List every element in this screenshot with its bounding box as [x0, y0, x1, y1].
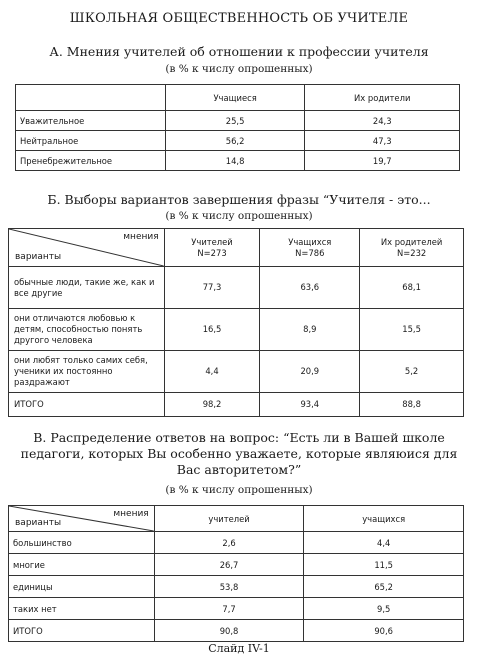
table-cell: 15,5 [360, 309, 464, 351]
corner-top-label: мнения [123, 232, 159, 242]
section-c-title-line: В. Распределение ответов на вопрос: “Есть ли в Вашей школе [33, 430, 445, 445]
section-c-subtitle: (в % к числу опрошенных) [165, 484, 313, 496]
table-a-header-row [16, 85, 460, 111]
table-c-header-row [9, 506, 464, 532]
table-cell: 4,4 [164, 351, 260, 393]
table-a [15, 84, 460, 171]
corner-top-label: мнения [113, 509, 149, 519]
header-line: N=273 [197, 247, 227, 258]
table-b-header-cell [164, 229, 260, 267]
table-cell: 19,7 [305, 151, 460, 171]
table-cell: 90,8 [154, 620, 304, 642]
table-cell: 8,9 [260, 309, 360, 351]
table-row [9, 576, 464, 598]
table-row [9, 267, 464, 309]
row-label: обычные люди, такие же, как и все другие [9, 267, 165, 309]
table-cell: 11,5 [304, 554, 464, 576]
table-row [16, 151, 460, 171]
table-b-header-cell [260, 229, 360, 267]
table-cell: 9,5 [304, 598, 464, 620]
table-cell: 53,8 [154, 576, 304, 598]
table-a-corner-cell [16, 85, 166, 111]
header-line: Учителей [191, 236, 233, 247]
section-c-title [0, 430, 478, 478]
table-cell: 63,6 [260, 267, 360, 309]
table-c-header-cell: учащихся [304, 506, 464, 532]
table-cell: 93,4 [260, 393, 360, 417]
table-cell: 56,2 [165, 131, 305, 151]
table-cell: 26,7 [154, 554, 304, 576]
table-row [9, 554, 464, 576]
table-cell: 16,5 [164, 309, 260, 351]
table-c-header-cell: учителей [154, 506, 304, 532]
total-label: ИТОГО [9, 393, 165, 417]
header-line: Их родителей [380, 236, 443, 247]
table-row [9, 351, 464, 393]
table-cell: 77,3 [164, 267, 260, 309]
table-cell: 65,2 [304, 576, 464, 598]
table-row [9, 309, 464, 351]
table-cell: 14,8 [165, 151, 305, 171]
table-cell: 20,9 [260, 351, 360, 393]
header-line: N=786 [295, 247, 325, 258]
table-cell: 88,8 [360, 393, 464, 417]
table-row [16, 131, 460, 151]
row-label: таких нет [9, 598, 155, 620]
slide-footer: Слайд IV-1 [208, 642, 270, 655]
corner-bottom-label: варианты [15, 252, 62, 262]
section-a-title: А. Мнения учителей об отношении к профессии учителя [49, 44, 429, 59]
row-label: единицы [9, 576, 155, 598]
table-cell: 5,2 [360, 351, 464, 393]
table-b-header-row [9, 229, 464, 267]
table-cell: 90,6 [304, 620, 464, 642]
page-title: ШКОЛЬНАЯ ОБЩЕСТВЕННОСТЬ ОБ УЧИТЕЛЕ [69, 11, 409, 26]
section-b-subtitle: (в % к числу опрошенных) [165, 210, 313, 222]
section-b-title: Б. Выборы вариантов завершения фразы “Учителя - это... [47, 192, 431, 207]
table-total-row [9, 393, 464, 417]
table-cell: 25,5 [165, 111, 305, 131]
section-c-title-line: педагоги, которых Вы особенно уважаете, которые являюися для [20, 446, 458, 461]
table-cell: 7,7 [154, 598, 304, 620]
table-b [8, 228, 464, 417]
table-row [16, 111, 460, 131]
row-label: многие [9, 554, 155, 576]
corner-bottom-label: варианты [15, 518, 62, 528]
row-label: Пренебрежительное [16, 151, 166, 171]
section-a-subtitle: (в % к числу опрошенных) [165, 63, 313, 75]
header-line: N=232 [396, 247, 427, 258]
header-line: Учащихся [288, 236, 332, 247]
table-cell: 2,6 [154, 532, 304, 554]
table-c-corner-cell [9, 506, 155, 532]
table-b-header-cell [360, 229, 464, 267]
table-cell: 98,2 [164, 393, 260, 417]
row-label: Нейтральное [16, 131, 166, 151]
table-row [9, 532, 464, 554]
table-cell: 47,3 [305, 131, 460, 151]
row-label: они любят только самих себя, ученики их постоянно раздражают [9, 351, 165, 393]
table-total-row [9, 620, 464, 642]
total-label: ИТОГО [9, 620, 155, 642]
row-label: они отличаются любовью к детям, способностью понять другого человека [9, 309, 165, 351]
row-label: Уважительное [16, 111, 166, 131]
table-a-header-cell: Учащиеся [165, 85, 305, 111]
table-cell: 68,1 [360, 267, 464, 309]
table-cell: 24,3 [305, 111, 460, 131]
table-c [8, 505, 464, 642]
section-c-title-line: Вас авторитетом?” [176, 462, 302, 477]
table-a-header-cell: Их родители [305, 85, 460, 111]
table-row [9, 598, 464, 620]
table-b-corner-cell [9, 229, 165, 267]
row-label: большинство [9, 532, 155, 554]
table-cell: 4,4 [304, 532, 464, 554]
